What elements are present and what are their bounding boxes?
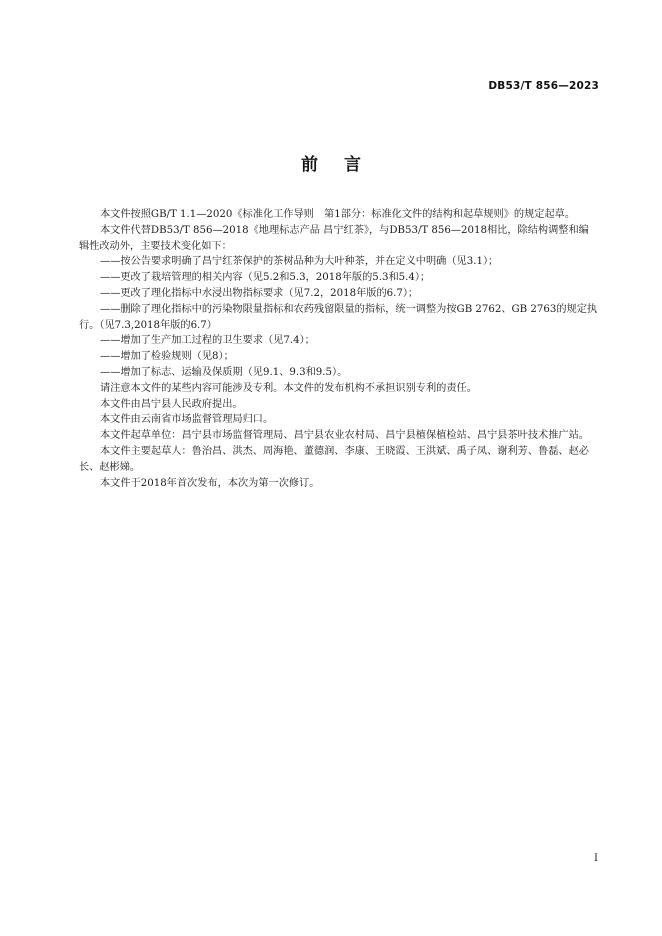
paragraph-drafters: 本文件主要起草人：鲁治昌、洪杰、周海艳、董德润、李康、王晓霞、王洪斌、禹子凤、谢利芳、鲁磊、赵必长、赵彬娣。 [79,445,589,473]
change-item: ——更改了理化指标中水浸出物指标要求（见7.2，2018年版的6.7）； [100,287,419,299]
change-item: ——增加了检验规则（见8）； [100,351,234,363]
page-number: I [594,853,598,864]
change-item: ——按公告要求明确了昌宁红茶保护的茶树品种为大叶种茶，并在定义中明确（见3.1）； [100,256,499,268]
change-item: ——更改了栽培管理的相关内容（见5.2和5.3，2018年版的5.3和5.4）； [100,272,431,284]
change-item: ——增加了标志、运输及保质期（见9.1、9.3和9.5）。 [100,366,348,378]
paragraph-replacement: 本文件代替DB53/T 856—2018《地理标志产品 昌宁红茶》，与DB53/T 856—2018相比，除结构调整和编辑性改动外，主要技术变化如下： [79,224,589,252]
preface-body [79,207,599,491]
paragraph-drafting-units: 本文件起草单位：昌宁县市场监督管理局、昌宁县农业农村局、昌宁县植保植检站、昌宁县茶叶技术推广站。 [100,430,589,442]
paragraph-proposer: 本文件由昌宁县人民政府提出。 [100,398,243,410]
paragraph-patent-notice: 请注意本文件的某些内容可能涉及专利。本文件的发布机构不承担识别专利的责任。 [100,382,477,394]
paragraph-history: 本文件于2018年首次发布，本次为第一次修订。 [100,477,320,489]
document-code: DB53/T 856—2023 [488,80,599,92]
paragraph-drafting-rules: 本文件按照GB/T 1.1—2020《标准化工作导则 第1部分：标准化文件的结构和起草规则》的规定起草。 [100,209,576,220]
change-item: ——增加了生产加工过程的卫生要求（见7.4）； [100,335,315,347]
page-title: 前言 [301,155,387,175]
paragraph-administrator: 本文件由云南省市场监督管理局归口。 [100,414,274,426]
change-item: ——删除了理化指标中的污染物限量指标和农药残留限量的指标，统一调整为按GB 2762、GB 2763的规定执行。（见7.3,2018年版的6.7） [79,303,598,331]
